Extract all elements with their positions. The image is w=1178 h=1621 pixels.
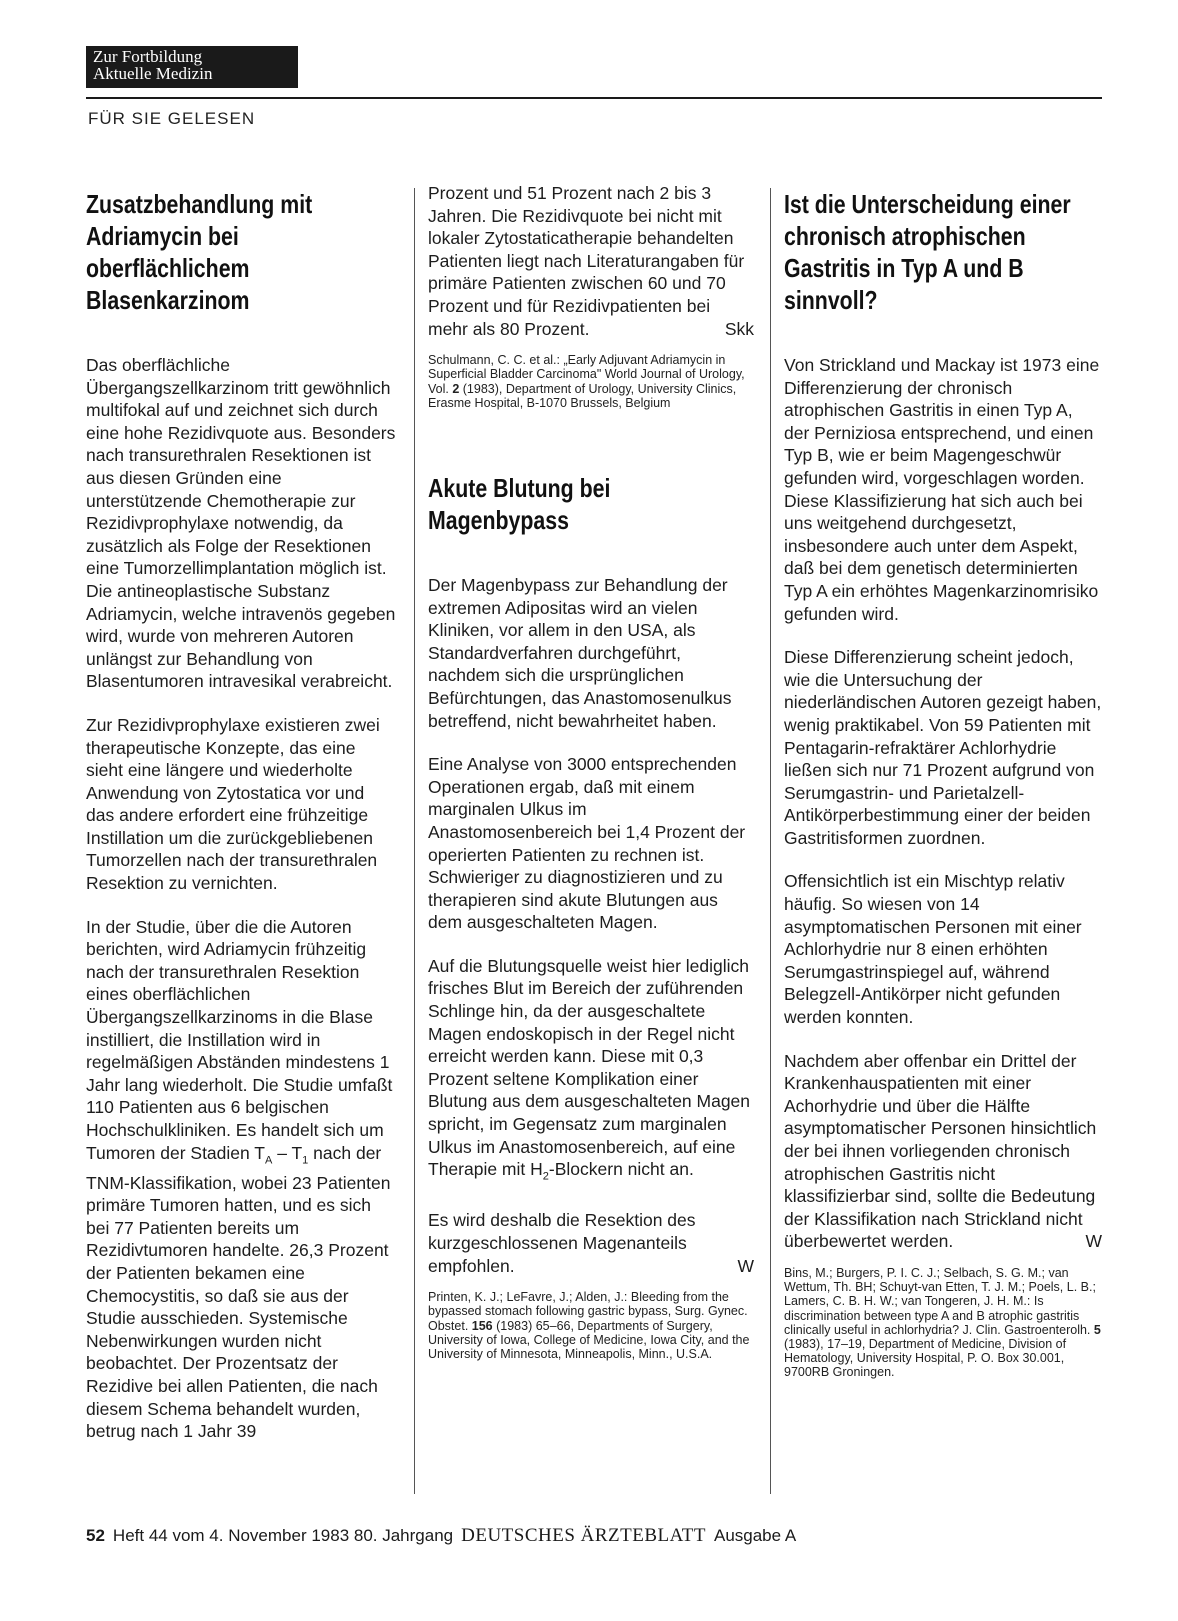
article-2-title: Akute Blutung bei Magenbypass xyxy=(428,472,611,535)
h2-subscript: 2 xyxy=(542,1170,549,1183)
rubric-line-1: Zur Fortbildung xyxy=(93,47,203,66)
article-1-reference-volume: 2 xyxy=(452,381,460,396)
article-2-reference-tail: (1983) 65–66, Departments of Surgery, University of Iowa, College of Medicine, Iowa City, and the University of Minnesota, Minneapolis, Minn., U.S.A. xyxy=(428,1318,750,1361)
stage-subscript-a: A xyxy=(264,1154,273,1167)
article-1-paragraph-3-text: In der Studie, über die die Autoren berichten, wird Adriamycin frühzeitig nach der transurethralen Resektion eines oberflächlichen Übergangszellkarzinoms in die Blase instilliert, die Instillation wird in regelmäßigen Abständen mindestens 1 Jahr lang wiederholt. Die Studie umfaßt 110 Patienten aus 6 belgischen Hochschulkliniken. Es handelt sich um Tumoren der Stadien T xyxy=(86,916,393,1163)
edition-label: Ausgabe A xyxy=(713,1526,797,1545)
column-1 xyxy=(86,188,396,1443)
header-rule xyxy=(86,97,1102,99)
journal-name: DEUTSCHES ÄRZTEBLATT xyxy=(461,1525,706,1546)
article-1-signature: Skk xyxy=(724,318,754,339)
column-divider-2 xyxy=(770,188,771,1494)
article-3-reference-tail: (1983), 17–19, Department of Medicine, Division of Hematology, University Hospital, P. O. Box 30.001, 9700RB Groningen. xyxy=(784,1336,1067,1380)
article-2-signature: W xyxy=(737,1255,754,1276)
issue-info: Heft 44 vom 4. November 1983 80. Jahrgang xyxy=(112,1526,454,1545)
article-3-reference xyxy=(784,1266,1102,1380)
article-1-title: Zusatzbehandlung mit Adriamycin bei oberflächlichem Blasenkarzinom xyxy=(86,189,313,315)
page-number: 52 xyxy=(86,1526,105,1545)
article-2-paragraph-4 xyxy=(428,1209,754,1277)
page-footer xyxy=(86,1525,796,1547)
column-divider-1 xyxy=(414,188,415,1494)
article-1-paragraph-3-mid: – T xyxy=(272,1142,303,1163)
article-2-paragraph-2: Eine Analyse von 3000 entsprechenden Operationen ergab, daß mit einem marginalen Ulkus im Anastomosenbereich bei 1,4 Prozent der operierten Patienten zu rechnen ist. Schwieriger zu diagnostizieren und zu therapieren sind akute Blutungen aus dem ausgeschalteten Magen. xyxy=(428,754,746,933)
article-1-continuation xyxy=(428,182,754,340)
article-3-reference-text: Bins, M.; Burgers, P. I. C. J.; Selbach, S. G. M.; van Wettum, Th. BH; Schuyt-van Etten, T. J. M.; Poels, L. B.; Lamers, C. B. H. W.; van Tongeren, J. H. M.: Is discrimination between type A and B atrophic gastritis clinically useful in achlorhydria? J. Clin. Gastroenterolh. xyxy=(784,1265,1096,1337)
article-3-paragraph-3: Offensichtlich ist ein Mischtyp relativ häufig. So wiesen von 14 asymptomatischen Personen mit einer Achlorhydrie nur 8 einen erhöhten Serumgastrinspiegel auf, während Belegzell-Antikörper nicht gefunden werden konnten. xyxy=(784,871,1082,1028)
article-2-paragraph-3-end: -Blockern nicht an. xyxy=(548,1159,694,1180)
article-2-reference-text: Printen, K. J.; LeFavre, J.; Alden, J.: Bleeding from the bypassed stomach following gastric bypass, Surg. Gynec. Obstet. xyxy=(428,1290,748,1333)
article-2-paragraph-3 xyxy=(428,955,754,1188)
article-2-reference-volume: 156 xyxy=(471,1318,493,1333)
article-3-paragraph-2: Diese Differenzierung scheint jedoch, wie die Untersuchung der niederländischen Autoren gezeigt haben, wenig praktikabel. Von 59 Patienten mit Pentagarin-refraktärer Achlorhydrie ließen sich nur 71 Prozent aufgrund von Serumgastrin- und Parietalzell-Antikörperbestimmung einer der beiden Gastritisformen zuordnen. xyxy=(784,647,1102,848)
article-1-paragraph-2: Zur Rezidivprophylaxe existieren zwei therapeutische Konzepte, das eine sieht eine längere und wiederholte Anwendung von Zytostatica vor und das andere erfordert eine frühzeitige Instillation um die zurückgebliebenen Tumorzellen nach der transurethralen Resektion zu vernichten. xyxy=(86,714,380,894)
article-3-paragraph-1: Von Strickland und Mackay ist 1973 eine Differenzierung der chronisch atrophischen Gastritis in einen Typ A, der Perniziosa entsprechend, und einen Typ B, wie er beim Magengeschwür gefunden wird, vorgeschlagen worden. Diese Klassifizierung hat sich auch bei uns weitgehend durchgesetzt, insbesondere auch unter dem Aspekt, daß bei dem genetisch determinierten Typ A ein erhöhtes Magenkarzinomrisiko gefunden wird. xyxy=(784,355,1100,624)
rubric-box xyxy=(86,46,298,88)
column-2 xyxy=(428,183,754,1361)
article-1-reference xyxy=(428,353,754,410)
article-3-paragraph-4-text: Nachdem aber offenbar ein Drittel der Krankenhauspatienten mit einer Achorhydrie und über die Hälfte asymptomatischer Personen hinsichtlich der bei ihnen vorliegenden chronisch atrophischen Gastritis nicht klassifizierbar sind, sollte die Bedeutung der Klassifikation nach Strickland nicht überbewertet werden. xyxy=(784,1050,1097,1252)
article-3-signature: W xyxy=(1085,1231,1102,1252)
article-1-paragraph-1: Das oberflächliche Übergangszellkarzinom tritt gewöhnlich multifokal auf und zeichnet sich durch eine hohe Rezidivquote aus. Besonders nach transurethralen Resektionen ist aus diesen Gründen eine unterstützende Chemotherapie zur Rezidivprophylaxe notwendig, da zusätzlich als Folge der Resektionen eine Tumorzellimplantation möglich ist. Die antineoplastische Substanz Adriamycin, welche intravenös gegeben wird, wurde von mehreren Autoren unlängst zur Behandlung von Blasentumoren intravesikal verabreicht. xyxy=(86,355,396,692)
article-1-reference-text: Schulmann, C. C. et al.: „Early Adjuvant Adriamycin in Superficial Bladder Carcinoma" World Journal of Urology, Vol. xyxy=(428,353,745,396)
article-3-reference-volume: 5 xyxy=(1093,1322,1101,1337)
article-2-paragraph-3-text: Auf die Blutungsquelle weist hier lediglich frisches Blut im Bereich der zuführenden Schlinge hin, da der ausgeschaltete Magen endoskopisch in der Regel nicht erreicht werden kann. Diese mit 0,3 Prozent seltene Komplikation einer Blutung aus dem ausgeschalteten Magen spricht, im Gegensatz zum marginalen Ulkus im Anastomosenbereich, auf eine Therapie mit H xyxy=(428,955,751,1180)
article-1-reference-tail: (1983), Department of Urology, University Clinics, Erasme Hospital, B-1070 Brussels, Belgium xyxy=(428,381,737,410)
rubric-line-2: Aktuelle Medizin xyxy=(93,64,213,83)
article-3-paragraph-4 xyxy=(784,1050,1102,1253)
article-1-paragraph-3 xyxy=(86,916,396,1443)
column-3 xyxy=(784,188,1102,1380)
article-2-paragraph-4-text: Es wird deshalb die Resektion des kurzgeschlossenen Magenanteils empfohlen. xyxy=(428,1210,696,1276)
section-label: FÜR SIE GELESEN xyxy=(88,109,256,128)
article-1-continuation-text: Prozent und 51 Prozent nach 2 bis 3 Jahren. Die Rezidivquote bei nicht mit lokaler Zytostaticatherapie behandelten Patienten liegt nach Literaturangaben für primäre Patienten zwischen 60 und 70 Prozent und für Rezidivpatienten bei mehr als 80 Prozent. xyxy=(428,183,745,339)
article-3-title: Ist die Unterscheidung einer chronisch atrophischen Gastritis in Typ A und B sinnvoll? xyxy=(784,189,1071,315)
article-2-paragraph-1: Der Magenbypass zur Behandlung der extremen Adipositas wird an vielen Kliniken, vor allem in den USA, als Standardverfahren durchgeführt, nachdem sich die ursprünglichen Befürchtungen, das Anastomosenulkus betreffend, nicht bewahrheitet haben. xyxy=(428,574,732,731)
stage-subscript-1: 1 xyxy=(302,1154,309,1167)
article-1-paragraph-3-end: nach der TNM-Klassifikation, wobei 23 Patienten primäre Tumoren hatten, und es sich bei 77 Patienten bereits um Rezidivtumoren handelte. 26,3 Prozent der Patienten bekamen eine Chemocystitis, so daß sie aus der Studie ausschieden. Systemische Nebenwirkungen wurden nicht beobachtet. Der Prozentsatz der Rezidive bei allen Patienten, die nach diesem Schema behandelt wurden, betrug nach 1 Jahr 39 xyxy=(86,1142,391,1442)
article-2-reference xyxy=(428,1290,754,1361)
